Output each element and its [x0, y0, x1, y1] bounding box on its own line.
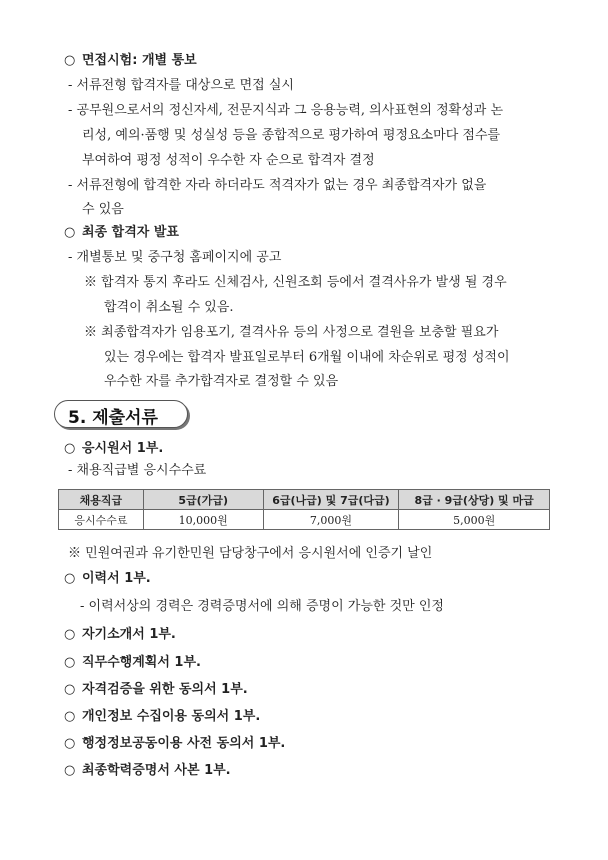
doc-item: ○ 자격검증을 위한 동의서 1부. — [64, 682, 248, 697]
table-header-cell: 6급(나급) 및 7급(다급) — [263, 490, 399, 510]
bullet-circle-icon: ○ — [64, 571, 76, 586]
final-line-4: ※ 최종합격자가 임용포기, 결격사유 등의 사정으로 결원을 보충할 필요가 — [84, 325, 499, 340]
application-subline: - 채용직급별 응시수수료 — [68, 463, 207, 478]
interview-line-1: - 서류전형 합격자를 대상으로 면접 실시 — [68, 78, 294, 93]
bullet-circle-icon: ○ — [64, 441, 76, 456]
final-line-3: 합격이 취소될 수 있음. — [104, 300, 234, 315]
table-header-cell: 채용직급 — [59, 490, 144, 510]
doc-item: ○ 개인정보 수집이용 동의서 1부. — [64, 709, 261, 724]
final-line-1: - 개별통보 및 중구청 홈페이지에 공고 — [68, 250, 282, 265]
bullet-circle-icon: ○ — [64, 763, 76, 778]
stamp-note: ※ 민원여권과 유기한민원 담당창구에서 응시원서에 인증기 날인 — [68, 546, 433, 561]
bullet-circle-icon: ○ — [64, 655, 76, 670]
interview-line-3: 리성, 예의·품행 및 성실성 등을 종합적으로 평가하여 평정요소마다 점수를 — [82, 128, 501, 143]
table-header-row — [59, 490, 550, 510]
section-5-title: 5. 제출서류 — [68, 408, 158, 428]
bullet-circle-icon: ○ — [64, 225, 76, 240]
final-line-6: 우수한 자를 추가합격자로 결정할 수 있음 — [104, 374, 339, 389]
doc-item: ○ 행정정보공동이용 사전 동의서 1부. — [64, 736, 286, 751]
table-row — [59, 510, 550, 530]
table-cell: 응시수수료 — [59, 510, 144, 530]
interview-heading: ○ 면접시험: 개별 통보 — [64, 53, 197, 68]
bullet-circle-icon: ○ — [64, 627, 76, 642]
table-header-cell: 8급 · 9급(상당) 및 마급 — [399, 490, 550, 510]
bullet-circle-icon: ○ — [64, 709, 76, 724]
section-5-tab — [54, 400, 188, 428]
doc-item: ○ 자기소개서 1부. — [64, 627, 176, 642]
table-cell: 5,000원 — [399, 510, 550, 530]
table-header-cell: 5급(가급) — [143, 490, 263, 510]
application-heading: ○ 응시원서 1부. — [64, 441, 164, 456]
interview-line-6: 수 있음 — [82, 202, 124, 217]
final-line-2: ※ 합격자 통지 후라도 신체검사, 신원조회 등에서 결격사유가 발생 될 경우 — [84, 275, 507, 290]
final-line-5: 있는 경우에는 합격자 발표일로부터 6개월 이내에 차순위로 평정 성적이 — [104, 350, 510, 365]
final-heading: ○ 최종 합격자 발표 — [64, 225, 179, 240]
bullet-circle-icon: ○ — [64, 53, 76, 68]
interview-line-4: 부여하여 평정 성적이 우수한 자 순으로 합격자 결정 — [82, 153, 375, 168]
resume-subline: - 이력서상의 경력은 경력증명서에 의해 증명이 가능한 것만 인정 — [80, 599, 444, 614]
bullet-circle-icon: ○ — [64, 682, 76, 697]
fee-table — [58, 489, 550, 530]
resume-heading: ○ 이력서 1부. — [64, 571, 151, 586]
doc-item: ○ 직무수행계획서 1부. — [64, 655, 201, 670]
interview-line-2: - 공무원으로서의 정신자세, 전문지식과 그 응용능력, 의사표현의 정확성과 논 — [68, 103, 504, 118]
bullet-circle-icon: ○ — [64, 736, 76, 751]
doc-item: ○ 최종학력증명서 사본 1부. — [64, 763, 231, 778]
interview-line-5: - 서류전형에 합격한 자라 하더라도 적격자가 없는 경우 최종합격자가 없을 — [68, 178, 487, 193]
table-cell: 7,000원 — [263, 510, 399, 530]
table-cell: 10,000원 — [143, 510, 263, 530]
